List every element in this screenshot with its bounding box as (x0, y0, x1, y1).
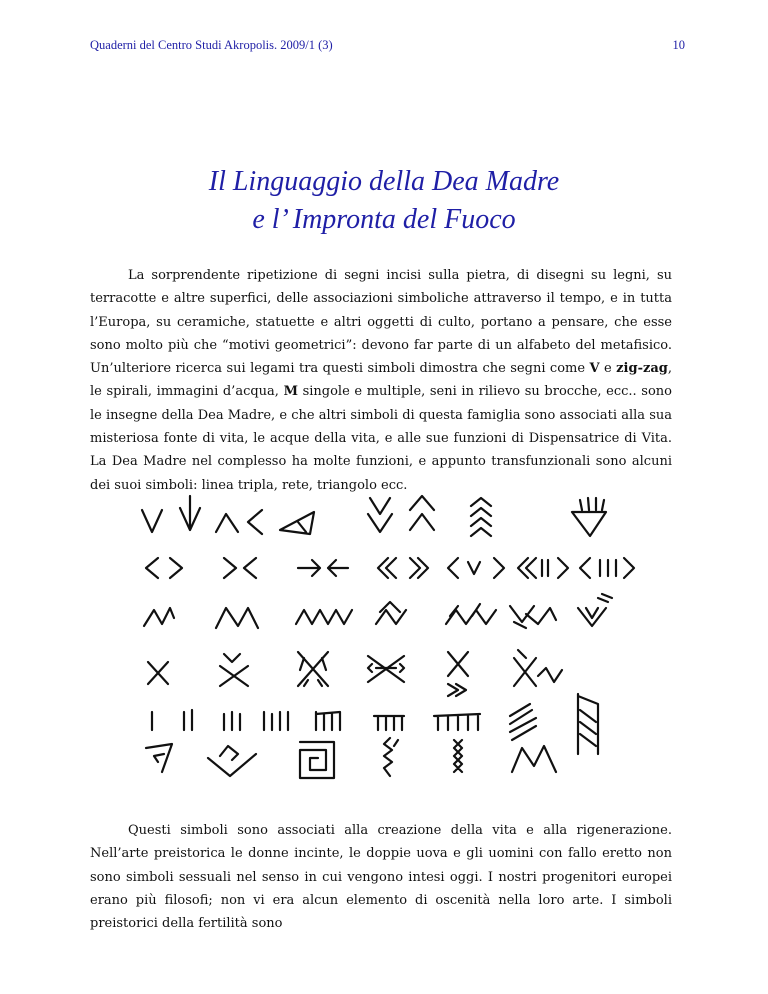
chevron-left-sign (248, 510, 262, 534)
v-sign (142, 510, 162, 532)
angles-v-sign (448, 558, 504, 578)
journal-title: Quaderni del Centro Studi Akropolis. 2009/1 (3) (90, 38, 333, 52)
symbols-figure (128, 490, 638, 790)
square-spiral-sign (300, 742, 334, 778)
title-line-2: e l’ Impronta del Fuoco (252, 204, 516, 235)
angles-lines-sign (518, 558, 568, 578)
running-header (90, 38, 685, 53)
crossed-chevrons-sign (298, 652, 328, 686)
paragraph-intro-text-c: singole e multiple, seni in rilievo su brocche, ecc.. sono le insegne della Dea Madre, e che altri simboli di questa famiglia sono associati alla sua misteriosa fonte di vita, le acque della vita, e alle sue funzioni di Dispensatrice di Vita. La Dea Madre nel complesso ha molte funzioni, e appunto transfunzionali sono alcuni dei suoi simboli: linea tripla, rete, triangolo ecc. (90, 384, 672, 493)
symbols-chart-icon (128, 490, 638, 790)
spiral-v-sign (208, 746, 256, 776)
title-line-1: Il Linguaggio della Dea Madre (208, 166, 560, 197)
zigzag-sign (144, 608, 174, 626)
back-angle-pair-sign (224, 558, 256, 578)
bold-v: V (589, 361, 600, 377)
chevron-up-sign (216, 514, 238, 532)
cross-sign (148, 662, 168, 684)
bold-m: M (283, 384, 298, 400)
line-three-sign (224, 712, 240, 730)
double-chevron-sign (410, 496, 434, 530)
zigzag-stack-sign (446, 604, 496, 624)
triangle-lines-sign (572, 498, 606, 536)
x-zigzag-sign (514, 650, 562, 686)
angle-pair-sign (146, 558, 182, 578)
paragraph-intro-text-b: , le spirali, immagini d’acqua, (90, 361, 672, 400)
v-arrow-sign (180, 496, 200, 530)
zigzag-m-sign (216, 608, 258, 628)
bracket-lines-sign (580, 558, 634, 578)
stacked-chevron-sign (471, 498, 491, 536)
double-v-sign (368, 498, 392, 532)
banner-sign (578, 694, 598, 754)
article-title (0, 163, 768, 239)
hourglass-sign (220, 654, 248, 686)
angles-nested-sign (378, 558, 428, 578)
spiral-sign (146, 744, 172, 772)
v-nested-sign (578, 594, 612, 626)
paragraph-symbols: Questi simboli sono associati alla creazione della vita e alla rigenerazione. Nell’arte preistorica le donne incinte, le doppie uova e gli uomini con fallo eretto non sono simboli sessuali nel senso in cui vengono intesi oggi. I nostri progenitori europei erano più filosofi; non vi era alcun elemento di oscenità nella loro arte. I simboli preistorici della fertilità sono (90, 823, 672, 932)
zigzag-long-sign (296, 610, 352, 624)
chain-sign (454, 740, 462, 772)
m-sign (512, 746, 556, 772)
comb-long-sign (434, 714, 480, 730)
paragraph-intro (90, 264, 672, 497)
x-arrows-sign (448, 652, 468, 696)
page-number: 10 (672, 38, 685, 52)
comb-sign (316, 712, 340, 730)
comb-wide-sign (374, 716, 404, 730)
arrows-meet-sign (298, 560, 348, 576)
triangle-sign (280, 512, 314, 534)
wavy-column-sign (384, 738, 398, 776)
line-two-sign (184, 710, 192, 730)
bold-zigzag: zig-zag (616, 361, 668, 377)
slanted-lines-sign (510, 704, 536, 740)
zigzag-double-sign (376, 602, 406, 624)
line-four-sign (264, 712, 288, 730)
star-cross-sign (368, 656, 404, 682)
paragraph-intro-text-a: La sorprendente ripetizione di segni incisi sulla pietra, di disegni su legni, su terracotte e altre superfici, delle associazioni simboliche attraverso il tempo, e in tutta l’Europa, su ceramiche, statuette e altri oggetti di culto, portano a pensare, che esse sono molto più che “motivi geometrici”: devono far parte di un alfabeto del metafisico. Un’ulteriore ricerca sui legami tra questi simboli dimostra che segni come (90, 268, 672, 377)
zigzag-nested-sign (510, 606, 556, 628)
paragraph-intro-and: e (599, 361, 617, 377)
